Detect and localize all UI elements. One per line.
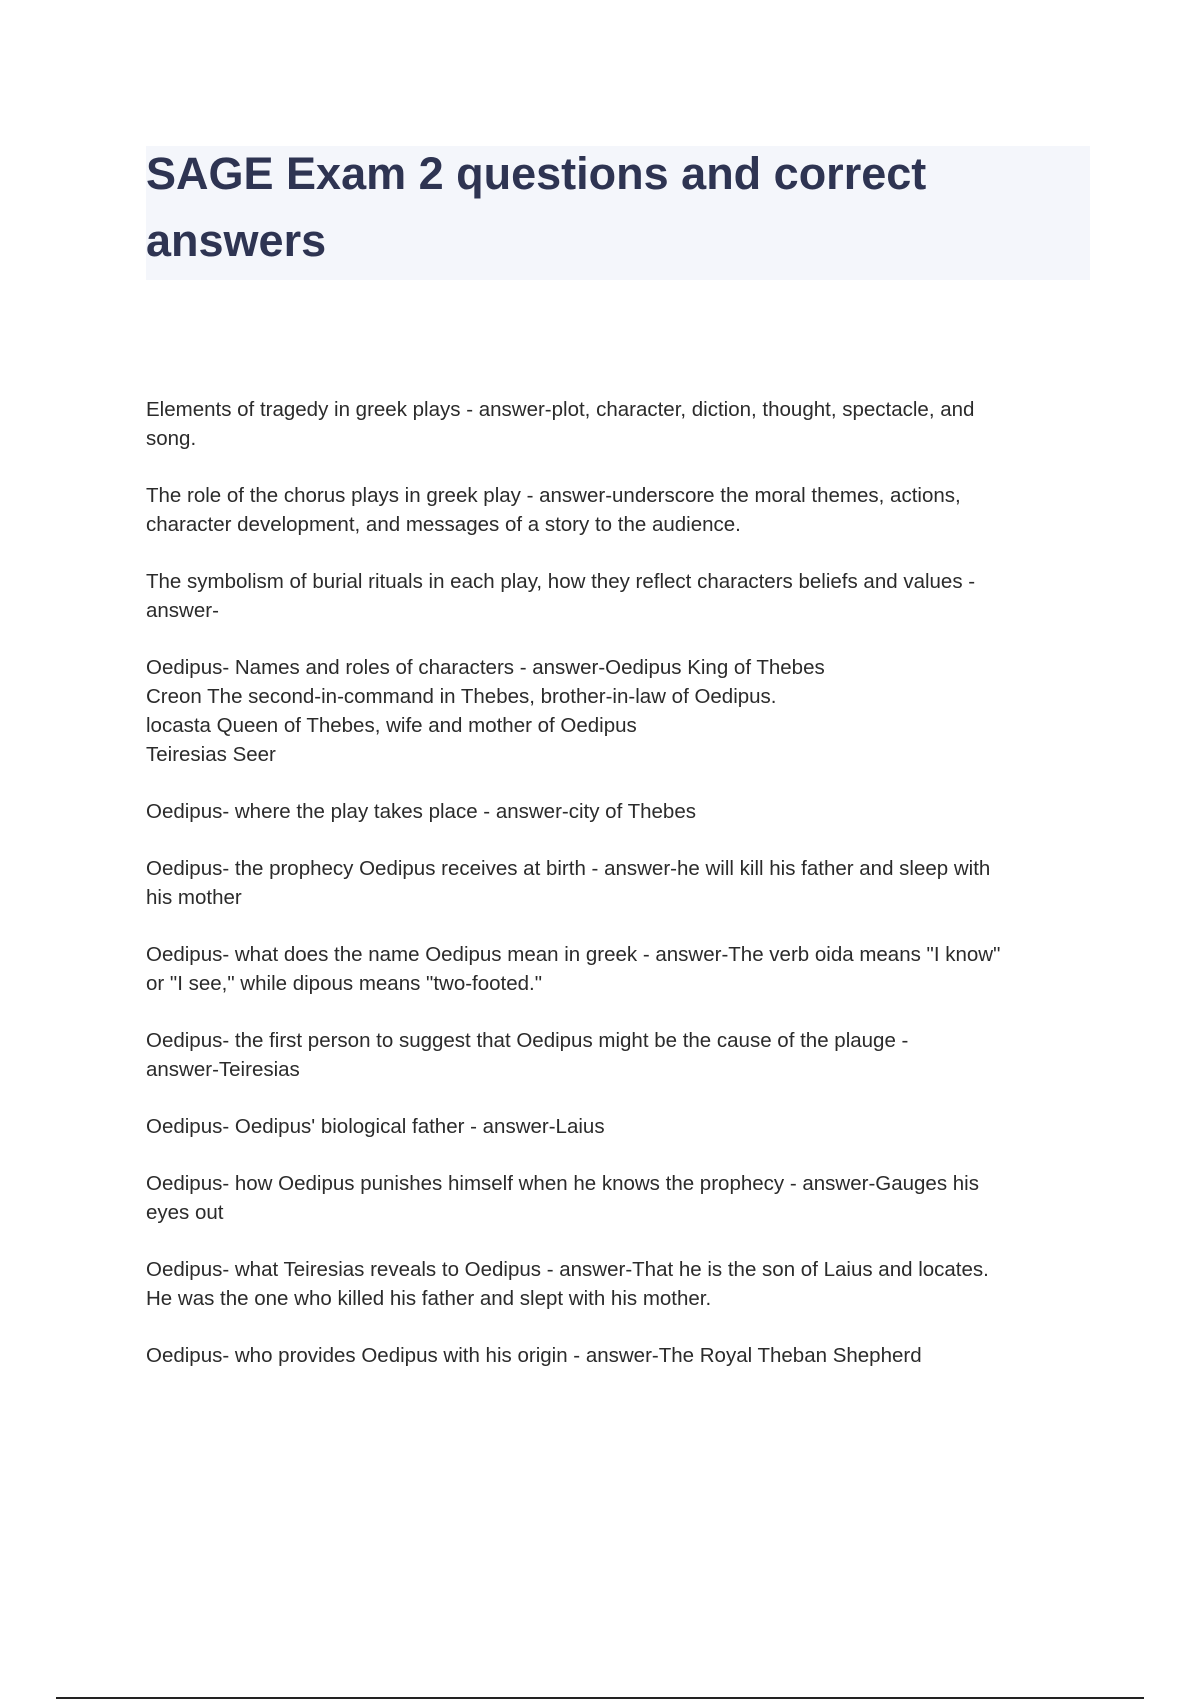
page-title: SAGE Exam 2 questions and correct answers (146, 148, 927, 266)
qa-line: Elements of tragedy in greek plays - answer-plot, character, diction, thought, spectacle, and (146, 398, 975, 421)
qa-line: Oedipus- how Oedipus punishes himself when he knows the prophecy - answer-Gauges his (146, 1172, 979, 1195)
qa-line: answer-Teiresias (146, 1058, 300, 1081)
qa-line: or "I see," while dipous means "two-footed." (146, 972, 543, 995)
qa-line: The symbolism of burial rituals in each play, how they reflect characters beliefs and values - (146, 570, 976, 593)
qa-item (146, 854, 1076, 912)
qa-line: Oedipus- where the play takes place - answer-city of Thebes (146, 800, 696, 823)
qa-line: Creon The second-in-command in Thebes, brother-in-law of Oedipus. (146, 685, 777, 708)
qa-line: eyes out (146, 1201, 224, 1224)
qa-item (146, 1026, 1076, 1084)
qa-item (146, 481, 1076, 539)
qa-line: Oedipus- the first person to suggest that Oedipus might be the cause of the plauge - (146, 1029, 909, 1052)
qa-item (146, 797, 1076, 826)
qa-item (146, 567, 1076, 625)
qa-line: character development, and messages of a story to the audience. (146, 513, 741, 536)
qa-line: Oedipus- what Teiresias reveals to Oedipus - answer-That he is the son of Laius and locates. (146, 1258, 989, 1281)
bottom-divider (56, 1697, 1144, 1699)
qa-item (146, 940, 1076, 998)
qa-item (146, 1169, 1076, 1227)
qa-line: Oedipus- what does the name Oedipus mean in greek - answer-The verb oida means "I know" (146, 943, 1001, 966)
qa-item (146, 1255, 1076, 1313)
qa-line: Oedipus- Names and roles of characters - answer-Oedipus King of Thebes (146, 656, 825, 679)
qa-line: answer- (146, 599, 219, 622)
qa-line: Oedipus- Oedipus' biological father - answer-Laius (146, 1115, 605, 1138)
qa-item (146, 395, 1076, 453)
qa-item (146, 1341, 1076, 1370)
qa-line: Oedipus- the prophecy Oedipus receives at birth - answer-he will kill his father and sleep with (146, 857, 991, 880)
qa-line: song. (146, 427, 197, 450)
qa-line: Oedipus- who provides Oedipus with his origin - answer-The Royal Theban Shepherd (146, 1344, 922, 1367)
qa-line: locasta Queen of Thebes, wife and mother of Oedipus (146, 714, 637, 737)
qa-item (146, 1112, 1076, 1141)
qa-item (146, 653, 1076, 769)
qa-list (146, 395, 1076, 1398)
qa-line: Teiresias Seer (146, 743, 276, 766)
qa-line: He was the one who killed his father and slept with his mother. (146, 1287, 712, 1310)
qa-line: his mother (146, 886, 242, 909)
qa-line: The role of the chorus plays in greek play - answer-underscore the moral themes, actions, (146, 484, 961, 507)
